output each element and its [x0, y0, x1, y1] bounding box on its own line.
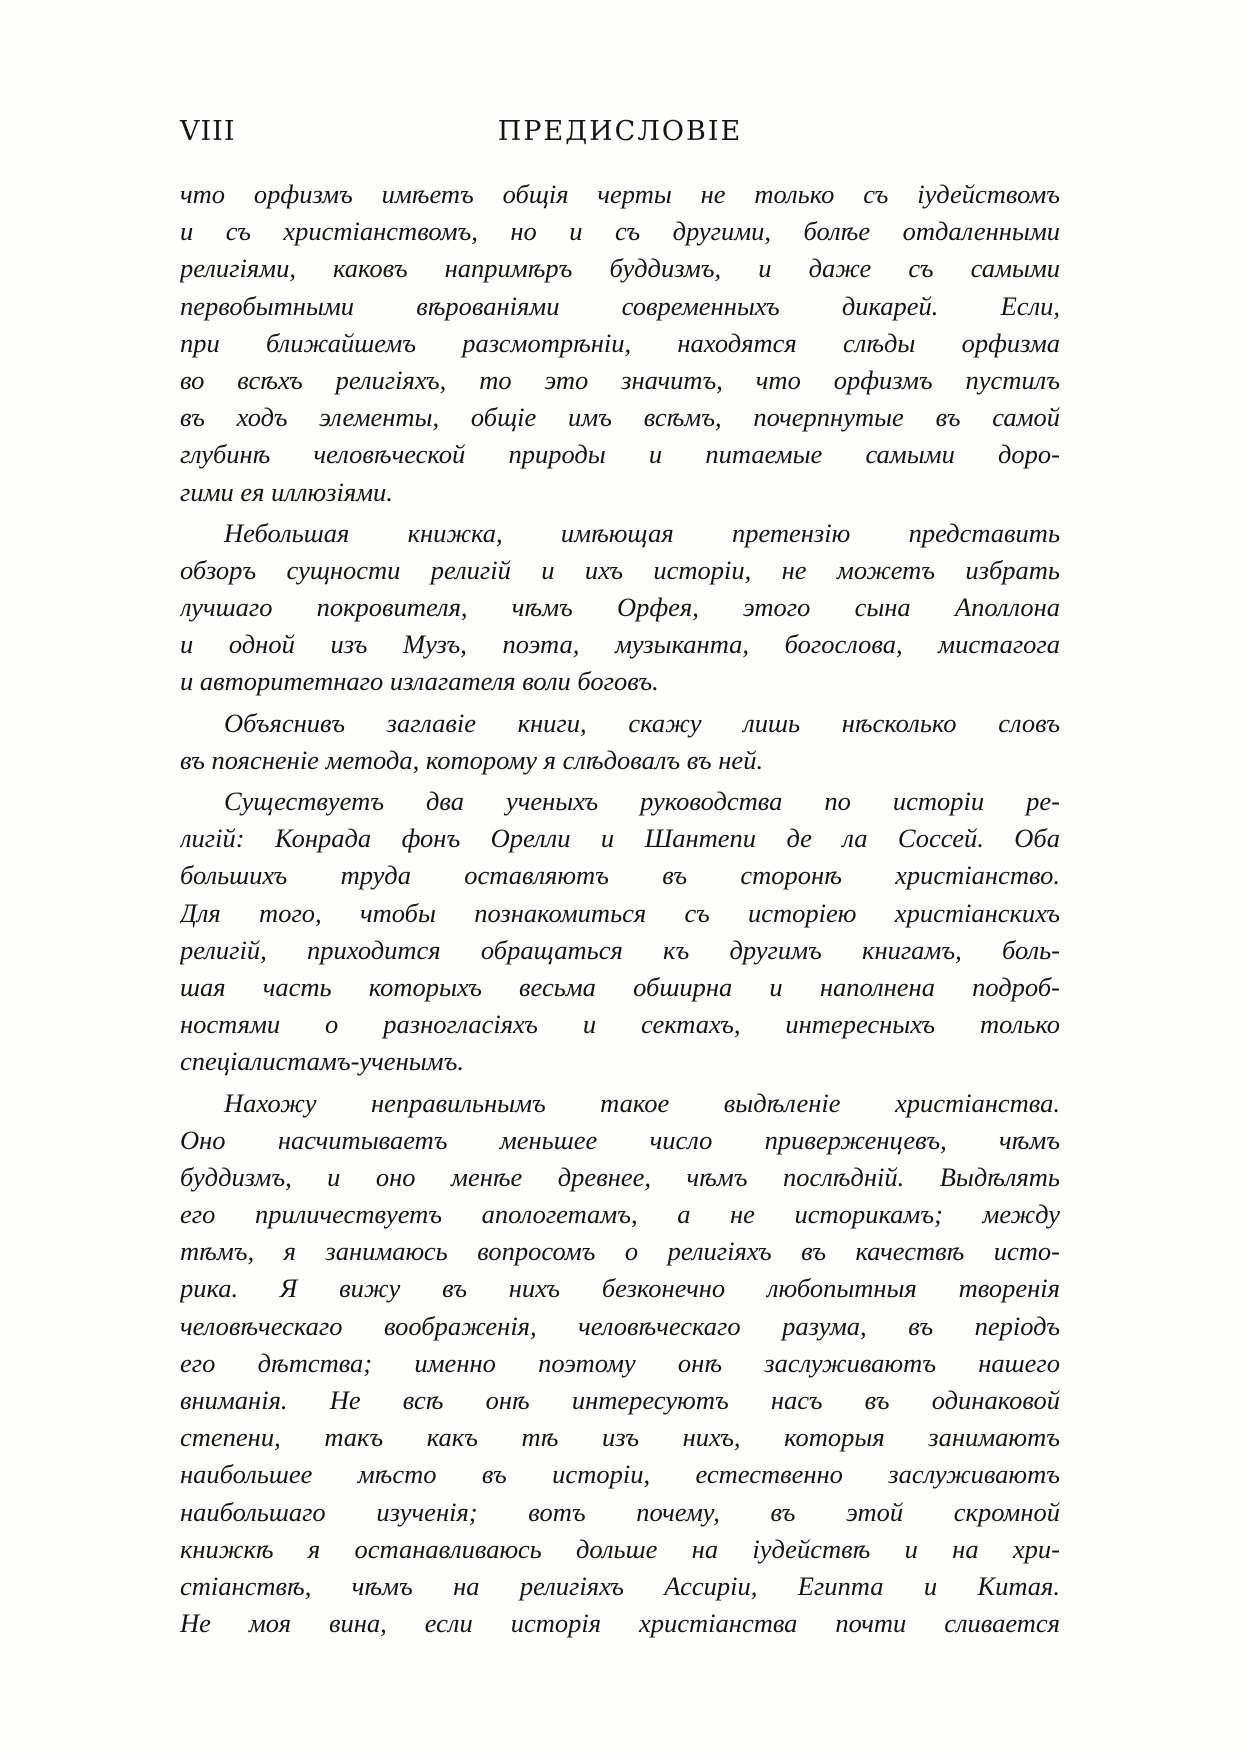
text-line: обзоръ сущности религій и ихъ исторіи, не можетъ избрать — [180, 554, 1060, 585]
text-line: Небольшая книжка, имѣющая претензію представить — [224, 517, 1060, 548]
text-line: гими ея иллюзіями. — [180, 476, 393, 507]
text-line: лигій: Конрада фонъ Орелли и Шантепи де ла Соссей. Оба — [180, 823, 1060, 854]
body-text — [180, 176, 1060, 1646]
text-line: Нахожу неправильнымъ такое выдѣленіе христіанства. — [224, 1087, 1060, 1118]
text-line: религій, приходится обращаться къ другимъ книгамъ, боль- — [180, 934, 1060, 965]
text-line: человѣческаго воображенія, человѣческаго разума, въ періодъ — [180, 1310, 1060, 1341]
text-line: рика. Я вижу въ нихъ безконечно любопытныя творенія — [180, 1273, 1060, 1304]
text-line: Для того, чтобы познакомиться съ исторіею христіанскихъ — [180, 897, 1060, 928]
running-header — [180, 116, 1060, 156]
text-line: религіями, каковъ напримѣръ буддизмъ, и даже съ самыми — [180, 253, 1060, 284]
text-line: книжкѣ я останавливаюсь дольше на іудействѣ и на хри- — [180, 1533, 1060, 1564]
page-number: VIII — [180, 116, 236, 147]
text-line: при ближайшемъ разсмотрѣніи, находятся слѣды орфизма — [180, 327, 1060, 358]
paragraph-5 — [180, 1085, 1060, 1643]
text-line: буддизмъ, и оно менѣе древнее, чѣмъ послѣдній. Выдѣлять — [180, 1161, 1060, 1192]
text-line: его дѣтства; именно поэтому онѣ заслуживаютъ нашего — [180, 1347, 1060, 1378]
text-line: тѣмъ, я занимаюсь вопросомъ о религіяхъ въ качествѣ исто- — [180, 1236, 1060, 1267]
text-line: его приличествуетъ апологетамъ, а не историкамъ; между — [180, 1199, 1060, 1230]
text-line: спеціалистамъ-ученымъ. — [180, 1046, 464, 1077]
text-line: наибольшаго изученія; вотъ почему, въ этой скромной — [180, 1496, 1060, 1527]
text-line: въ поясненіе метода, которому я слѣдовалъ въ ней. — [180, 744, 764, 775]
text-line: степени, такъ какъ тѣ изъ нихъ, которыя занимаютъ — [180, 1422, 1060, 1453]
text-line: Оно насчитываетъ меньшее число приверженцевъ, чѣмъ — [180, 1124, 1060, 1155]
text-line: Существуетъ два ученыхъ руководства по исторіи ре- — [224, 786, 1060, 816]
text-line: ностями о разногласіяхъ и сектахъ, интересныхъ только — [180, 1009, 1060, 1040]
text-line: Объяснивъ заглавіе книги, скажу лишь нѣсколько словъ — [224, 707, 1060, 738]
text-line: вниманія. Не всѣ онѣ интересуютъ насъ въ одинаковой — [180, 1385, 1060, 1415]
text-line: Не моя вина, если исторія христіанства почти сливается — [180, 1608, 1060, 1639]
text-line: наибольшее мѣсто въ исторіи, естественно заслуживаютъ — [180, 1459, 1060, 1490]
text-line: въ ходъ элементы, общіе имъ всѣмъ, почерпнутые въ самой — [180, 402, 1060, 433]
page-title: ПРЕДИСЛОВІЕ — [497, 116, 743, 147]
paragraph-4 — [180, 783, 1060, 1081]
text-line: что орфизмъ имѣетъ общія черты не только съ іудействомъ — [180, 179, 1060, 209]
text-line: лучшаго покровителя, чѣмъ Орфея, этого сына Аполлона — [180, 592, 1060, 623]
text-line: и съ христіанствомъ, но и съ другими, болѣе отдаленными — [180, 216, 1060, 247]
text-line: и авторитетнаго излагателя воли боговъ. — [180, 666, 659, 697]
text-line: стіанствѣ, чѣмъ на религіяхъ Ассиріи, Египта и Китая. — [180, 1570, 1060, 1601]
text-line: и одной изъ Музъ, поэта, музыканта, богослова, мистагога — [180, 629, 1060, 660]
paragraph-3 — [180, 705, 1060, 779]
text-line: первобытными вѣрованіями современныхъ дикарей. Если, — [180, 290, 1060, 321]
text-line: во всѣхъ религіяхъ, то это значитъ, что орфизмъ пустилъ — [180, 364, 1060, 395]
paragraph-2 — [180, 515, 1060, 701]
text-line: большихъ труда оставляютъ въ сторонѣ христіанство. — [180, 860, 1060, 891]
text-line: глубинѣ человѣческой природы и питаемые самыми доро- — [180, 439, 1060, 470]
paragraph-1 — [180, 176, 1060, 511]
text-line: шая часть которыхъ весьма обширна и наполнена подроб- — [180, 971, 1060, 1002]
